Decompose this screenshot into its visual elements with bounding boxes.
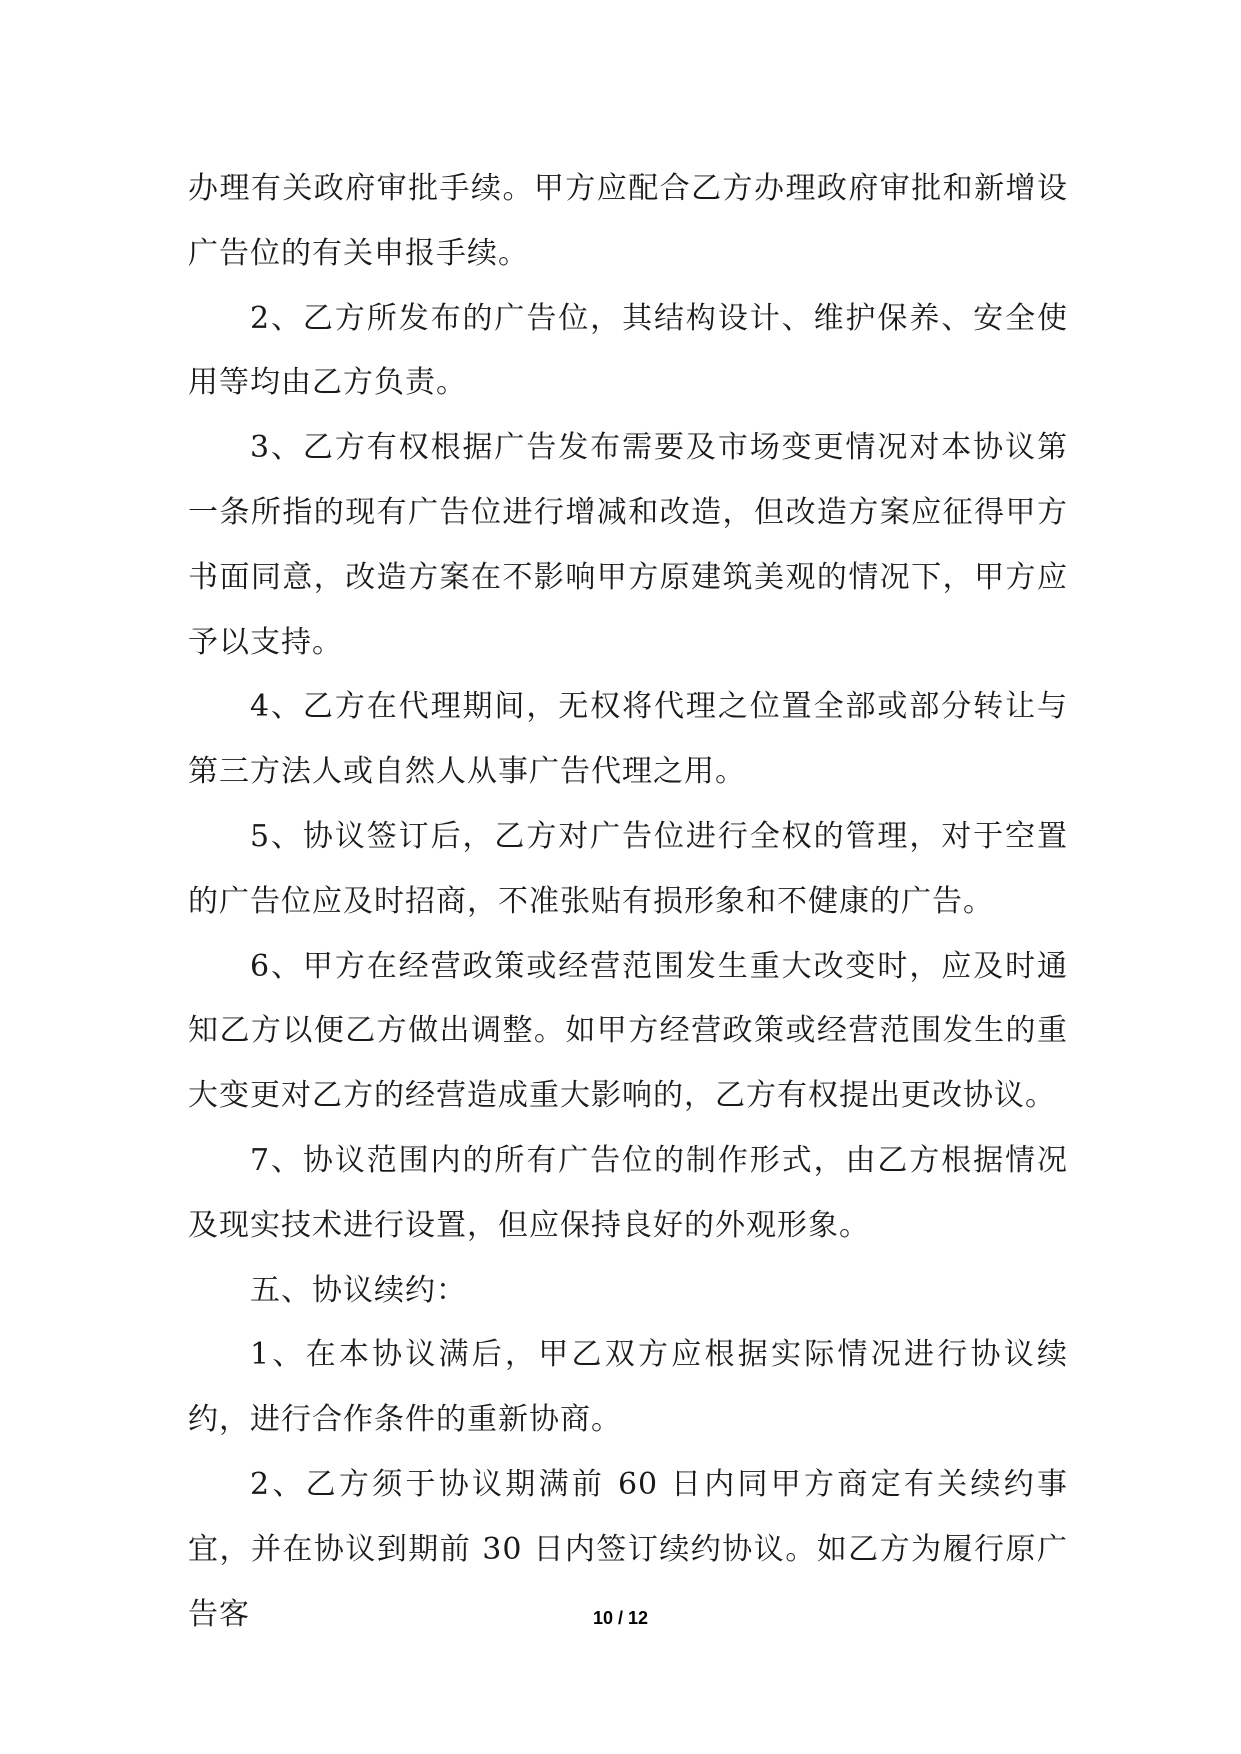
paragraph-3: 3、乙方有权根据广告发布需要及市场变更情况对本协议第一条所指的现有广告位进行增减和改造，但改造方案应征得甲方书面同意，改造方案在不影响甲方原建筑美观的情况下，甲方应予以支持。 xyxy=(188,430,1068,660)
paragraph-1: 办理有关政府审批手续。甲方应配合乙方办理政府审批和新增设广告位的有关申报手续。 xyxy=(188,171,1068,271)
paragraph-4: 4、乙方在代理期间，无权将代理之位置全部或部分转让与第三方法人或自然人从事广告代理之用。 xyxy=(188,689,1068,790)
paragraph-10: 2、乙方须于协议期满前 60 日内同甲方商定有关续约事宜，并在协议到期前 30 日内签订续约协议。如乙方为履行原广告客 xyxy=(188,1466,1068,1632)
paragraph-9: 1、在本协议满后，甲乙双方应根据实际情况进行协议续约，进行合作条件的重新协商。 xyxy=(188,1337,1068,1438)
paragraph-6: 6、甲方在经营政策或经营范围发生重大改变时，应及时通知乙方以便乙方做出调整。如甲方经营政策或经营范围发生的重大变更对乙方的经营造成重大影响的，乙方有权提出更改协议。 xyxy=(188,948,1068,1114)
paragraph-7: 7、协议范围内的所有广告位的制作形式，由乙方根据情况及现实技术进行设置，但应保持良好的外观形象。 xyxy=(188,1142,1068,1243)
paragraph-2: 2、乙方所发布的广告位，其结构设计、维护保养、安全使用等均由乙方负责。 xyxy=(188,300,1068,401)
section-heading-renewal: 五、协议续约： xyxy=(250,1272,467,1308)
page-number: 10 / 12 xyxy=(592,1608,649,1628)
paragraph-5: 5、协议签订后，乙方对广告位进行全权的管理，对于空置的广告位应及时招商，不准张贴有损形象和不健康的广告。 xyxy=(188,818,1068,919)
document-body xyxy=(188,157,1068,1647)
